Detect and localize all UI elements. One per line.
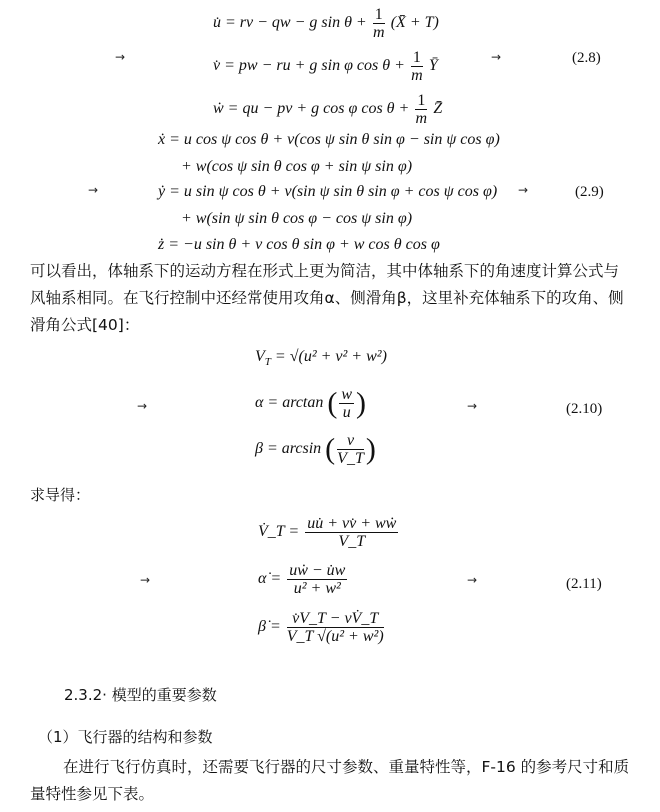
equation-number: (2.10): [566, 401, 603, 417]
arrow-mark: →: [491, 50, 502, 64]
body-paragraph: 在进行飞行仿真时，还需要飞行器的尺寸参数、重量特性等，F-16 的参考尺寸和质量特性参见下表。: [30, 758, 630, 803]
arrow-mark: →: [115, 50, 126, 64]
arrow-mark: →: [467, 573, 478, 587]
eq-2-10-line3: β = arcsin ( $\frac{v}{V\_T}$ ): [255, 432, 376, 467]
eq-2-9-line4: + w(sin ψ sin θ cos φ − cos ψ sin φ): [181, 210, 413, 227]
equation-number: (2.9): [575, 184, 604, 200]
eq-2-9-line2: + w(cos ψ sin θ cos φ + sin ψ sin φ): [181, 158, 413, 175]
section-heading: 2.3.2· 模型的重要参数: [64, 686, 217, 704]
eq-2-10-line1: $V_T = √(u^2 + v^2 + w^2)$: [255, 348, 387, 369]
arrow-mark: →: [518, 183, 529, 197]
equation-number: (2.11): [566, 576, 602, 592]
eq-2-11-line1: V̇_T = $\frac{\text{uu̇ + vv̇ + wẇ}}{V\_T}$: [258, 515, 397, 550]
eq-2-8-line3: ẇ = qu − pv + g cos φ cos θ + $\frac{1}{m}$ Z̄: [213, 92, 443, 127]
eq-2-9-line1: ẋ = u cos ψ cos θ + v(cos ψ sin θ sin φ − sin ψ cos φ): [158, 131, 500, 148]
eq-2-9-line3: ẏ = u sin ψ cos θ + v(sin ψ sin θ sin φ + cos ψ cos φ): [158, 183, 498, 200]
arrow-mark: →: [467, 399, 478, 413]
eq-2-8-line1: u̇ = rv − qw − g sin θ + $\frac{1}{m}$ (X̄ + T): [213, 6, 439, 41]
derive-label: 求导得：: [30, 486, 91, 504]
eq-2-11-line3: β̇ = $\frac{v̇V\_T - vV̇\_T}{\text{V\_T √(u² + w²)}}$: [258, 610, 384, 645]
body-paragraph: 可以看出，体轴系下的运动方程在形式上更为简洁，其中体轴系下的角速度计算公式与风轴系相同。在飞行控制中还经常使用攻角α、侧滑角β，这里补充体轴系下的攻角、侧滑角公式[40]：: [30, 262, 624, 334]
eq-2-11-line2: α̇ = $\frac{\text{uẇ − u̇w}}{\text{u² + w²}}$: [258, 562, 346, 597]
equation-number: (2.8): [572, 50, 601, 66]
arrow-mark: →: [88, 183, 99, 197]
arrow-mark: →: [140, 573, 151, 587]
eq-2-8-line2: v̇ = pw − ru + g sin φ cos θ + $\frac{1}{m}$ Ȳ: [213, 49, 438, 84]
eq-2-9-line5: ż = −u sin θ + v cos θ sin φ + w cos θ cos φ: [158, 236, 440, 253]
subsection-heading: （1）飞行器的结构和参数: [38, 728, 213, 746]
eq-2-10-line2: α = arctan ( $\frac{w}{u}$ ): [255, 386, 367, 421]
arrow-mark: →: [137, 399, 148, 413]
